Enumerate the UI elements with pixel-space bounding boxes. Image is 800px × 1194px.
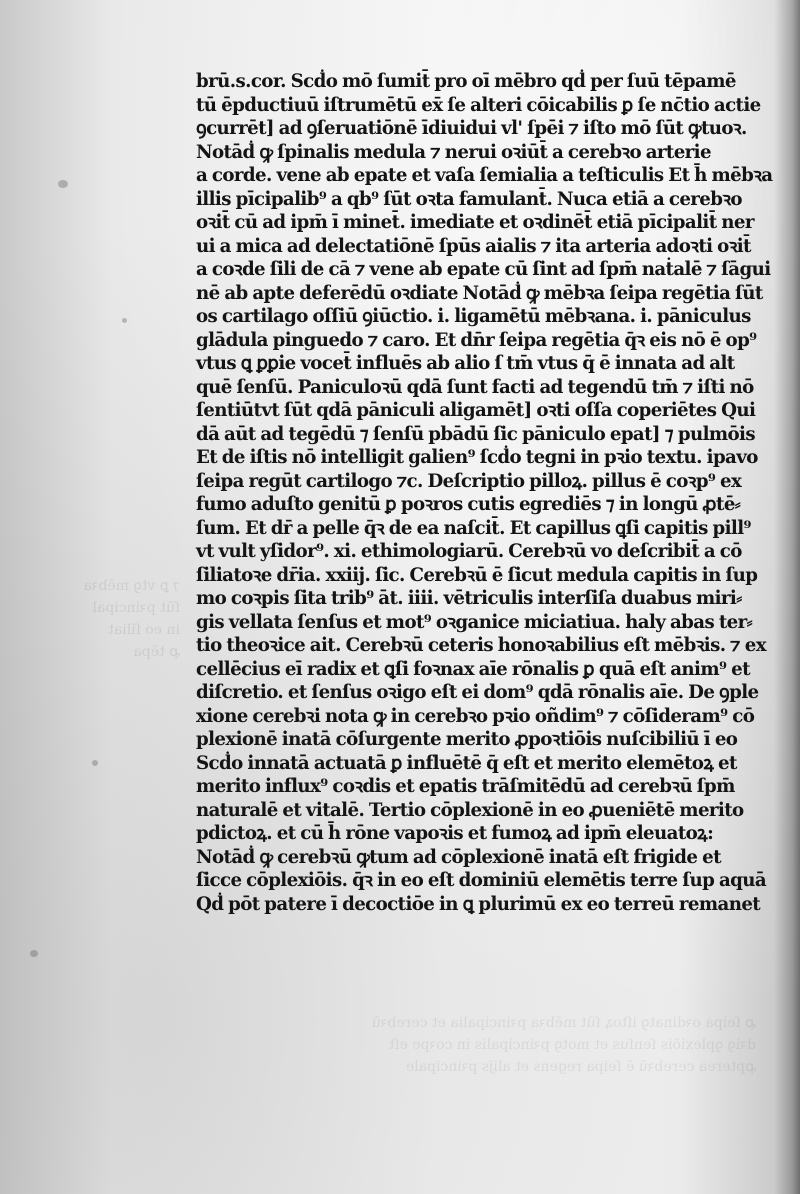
text-line: merito influx⁹ coꝛdis et epatis trāſmitēdū ad cerebꝛū ſpm̄ bbox=[196, 776, 735, 797]
text-line: mo coꝛpis ſita trib⁹ āt. iiii. vētriculis interſiſa duabus miri⸗ bbox=[196, 588, 742, 609]
text-line: ſicce cōplexiōis. q̄ꝛ in eo eſt dominiū elemētis terre ſup aquā bbox=[196, 870, 767, 891]
text-line: tio theoꝛice ait. Cerebꝛū ceteris honoꝛabilius eſt mēbꝛis. ⁊ ex bbox=[196, 635, 766, 656]
text-line: ſeipa regūt cartilogo ⁊c. Deſcriptio pilloꝝ. pillus ē coꝛp⁹ ex bbox=[196, 470, 742, 492]
text-line: naturalē et vitalē. Tertio cōplexionē in eo ꝓueniētē merito bbox=[196, 799, 744, 821]
text-line: illis pīcipalib⁹ a qb⁹ ſūt oꝛta famulant̄. Nuca etiā a cerebꝛo bbox=[196, 188, 742, 210]
text-line: a coꝛde ſili de cā ⁊ vene ab epate cū ſint ad ſpm̄ naṫalē ⁊ ſāgui bbox=[196, 259, 771, 280]
text-line: pdictoꝝ. et cū h̄ rōne vapoꝛis et fumoꝝ ad ipm̄ eleuatoꝝ: bbox=[196, 823, 714, 844]
text-line: Qḋ pōt patere ī decoctiōe in ꝗ plurimū ex eo terreū remanet bbox=[196, 893, 761, 915]
text-line: Notāḋ ꝙ cerebꝛū ꝙtum ad cōplexionē inatā eſt frigide et bbox=[196, 846, 721, 868]
text-line: plexionē inatā cōſurgente merito ꝓpoꝛtiōis nuſcibiliū ī eo bbox=[196, 729, 738, 750]
text-line: Scḋo innatā actuatā ꝑ influētē q̄ eſt et merito elemētoꝝ et bbox=[196, 752, 737, 774]
text-line: nē ab apte deferēdū oꝛdiate Notāḋ ꝙ mēbꝛa ſeipa regētia ſūt bbox=[196, 282, 763, 304]
text-line: ſiliatoꝛe dr̄ia. xxiij. ſic. Cerebꝛū ē ſicut medula capitis in ſup bbox=[196, 564, 758, 586]
paper-speck bbox=[122, 318, 127, 323]
text-line: xione cerebꝛi nota ꝙ in cerebꝛo pꝛio oñdim⁹ ⁊ cōſideram⁹ cō bbox=[196, 705, 755, 727]
text-line: diſcretio. et ſenſus oꝛigo eſt ei dom⁹ qdā rōnalis aīe. De ꝯple bbox=[196, 682, 759, 703]
text-line: glādula pinguedo ⁊ caro. Et dn̄r ſeipa regētia q̄ꝛ eis nō ē op⁹ bbox=[196, 329, 757, 351]
text-line: ſum. Et dr̄ a pelle q̄ꝛ de ea naſcit̄. Et capillus ꝗſi capitis pill⁹ bbox=[196, 517, 751, 539]
show-through-bottom: ꝓ ſeipa oꝛdinatꝯ iſtoꝝ ſūt mēbꝛa pꝛincipalia et cerebꝛū dꝛiꝯ ꝯplexiōis ſenſus et motꝯ pꝛincipalis in coꝛpe eſt ꝓpterea cerebꝛū ē ſeipa regens et alijs pꝛincipale bbox=[371, 1015, 756, 1075]
page-gutter-shadow bbox=[774, 0, 800, 1194]
text-line: tū ēpductiuū iſtrumētū ex̄ ſe alteri cōicabilis ꝑ ſe nc̄tio actie bbox=[196, 94, 761, 116]
show-through-left: ⁊ ꝑ vtꝯ mēbꝛa ſūt pꝛincipal in eo ſiliat ꝓ tēpa bbox=[83, 578, 180, 660]
text-line: dā aūt ad tegēdū ⁊ ſenſū pbādū ſic pāniculo epat] ⁊ pulmōis bbox=[196, 423, 756, 445]
text-line: Notāḋ ꝙ ſpinalis medula ⁊ nerui oꝛiūt̄ a cerebꝛo arterie bbox=[196, 141, 711, 163]
text-line: Et de iſtis nō intelligit galien⁹ ſcḋo tegni in pꝛio textu. ipavo bbox=[196, 447, 758, 468]
text-line: cellēcius eī radix et ꝗſi foꝛnax aīe rōnalis ꝑ quā eſt anim⁹ et bbox=[196, 658, 750, 680]
text-line: oꝛit̄ cū ad ipm̄ ī minet̄. imediate et oꝛdinēt̄ etiā pīcipalit̄ ner bbox=[196, 212, 754, 233]
paper-speck bbox=[92, 760, 98, 766]
text-line: a corde. vene ab epate et vaſa ſemialia a teſticulis Et h̄ mēbꝛa bbox=[196, 165, 773, 186]
text-line: quē ſenſū. Paniculoꝛū qdā ſunt facti ad tegendū tm̄ ⁊ iſti nō bbox=[196, 376, 754, 398]
text-line: fumo aduſto genitū ꝑ poꝛros cutis egrediēs ⁊ in longū ꝓtē⸗ bbox=[196, 494, 741, 515]
body-text bbox=[196, 70, 773, 916]
text-line: vtus ꝗ ꝑꝑie vocet̄ influēs ab alio ſ tm̄ vtus q̄ ē innata ad alt bbox=[196, 353, 735, 374]
text-line: gis vellata ſenſus et mot⁹ oꝛganice miciatiua. haly abas ter⸗ bbox=[196, 611, 753, 633]
text-line: ſentiūtvt ſūt qdā pāniculi aligamēt] oꝛti oſſa coperiētes Qui bbox=[196, 400, 756, 421]
text-line: ꝯcurrēt] ad ꝯſeruatiōnē īdiuidui vl' ſpēi ⁊ iſto mō ſūt ꝙtuoꝛ. bbox=[196, 118, 747, 139]
text-line: vt vult yſidor⁹. xi. ethimologiarū. Cerebꝛū vo deſcribit̄ a cō bbox=[196, 541, 742, 562]
text-line: ui a mica ad delectatiōnē ſpūs aialis ⁊ ita arteria adoꝛti oꝛit̄ bbox=[196, 235, 751, 257]
paper-speck bbox=[58, 180, 68, 188]
text-line: brū.s.cor. Scḋo mō ſumit̄ pro oī mēbro qḋ per ſuū tēpamē bbox=[196, 71, 736, 92]
text-line: os cartilago oſſiū ꝯiūctio. i. ligamētū mēbꝛana. i. pāniculus bbox=[196, 306, 751, 327]
paper-speck bbox=[30, 950, 38, 957]
